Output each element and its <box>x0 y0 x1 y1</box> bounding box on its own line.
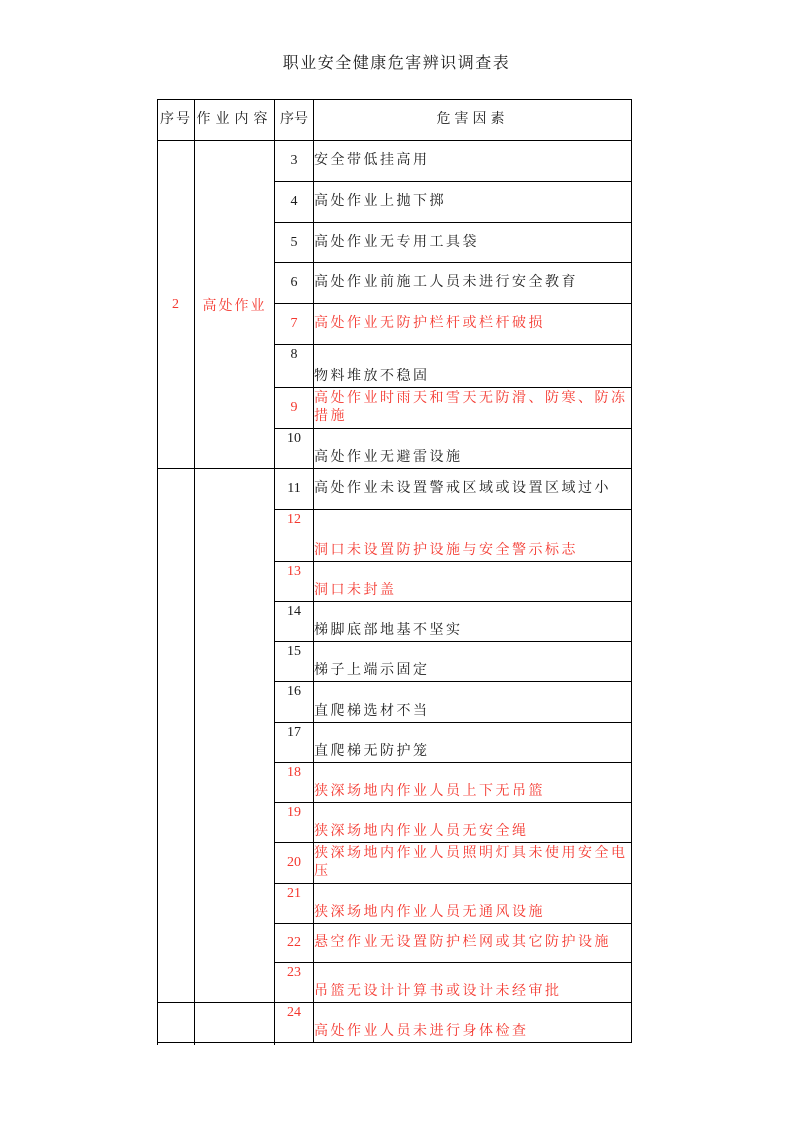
hazard-text-cell: 洞口未设置防护设施与安全警示标志 <box>314 510 632 562</box>
hazard-no-cell: 9 <box>275 388 314 429</box>
hazard-no-cell: 14 <box>275 602 314 642</box>
column-border-stub <box>157 1040 158 1045</box>
section-serial-cell: 2 <box>158 141 195 469</box>
hazard-text-cell: 物料堆放不稳固 <box>314 345 632 388</box>
header-hazard-column: 危害因素 <box>314 100 632 141</box>
table-row <box>158 1003 632 1043</box>
hazard-no-cell: 21 <box>275 884 314 924</box>
hazard-text-cell: 高处作业未设置警戒区域或设置区域过小 <box>314 469 632 510</box>
hazard-no-cell: 7 <box>275 304 314 345</box>
hazard-no-cell: 5 <box>275 223 314 263</box>
hazard-text-cell: 狭深场地内作业人员无通风设施 <box>314 884 632 924</box>
hazard-no-cell: 23 <box>275 963 314 1003</box>
column-border-stub <box>274 1040 275 1045</box>
table-row <box>158 141 632 182</box>
hazard-no-cell: 24 <box>275 1003 314 1043</box>
section-activity-cell <box>195 469 275 1003</box>
column-border-stub <box>194 1040 195 1045</box>
hazard-no-cell: 11 <box>275 469 314 510</box>
hazard-text-cell: 悬空作业无设置防护栏网或其它防护设施 <box>314 924 632 963</box>
hazard-no-cell: 12 <box>275 510 314 562</box>
hazard-text-cell: 高处作业前施工人员未进行安全教育 <box>314 263 632 304</box>
hazard-no-cell: 22 <box>275 924 314 963</box>
hazard-no-cell: 10 <box>275 429 314 469</box>
hazard-no-cell: 16 <box>275 682 314 723</box>
hazard-text-cell: 高处作业上抛下掷 <box>314 182 632 223</box>
hazard-no-cell: 13 <box>275 562 314 602</box>
header-activity-column: 作业内容 <box>195 100 275 141</box>
section-serial-cell <box>158 1003 195 1043</box>
section-page-break <box>158 1003 632 1043</box>
hazard-text-cell: 高处作业人员未进行身体检查 <box>314 1003 632 1043</box>
hazard-no-cell: 20 <box>275 843 314 884</box>
hazard-no-cell: 17 <box>275 723 314 763</box>
hazard-no-cell: 6 <box>275 263 314 304</box>
table-row <box>158 469 632 510</box>
hazard-text-cell: 梯脚底部地基不坚实 <box>314 602 632 642</box>
hazard-text-cell: 高处作业无避雷设施 <box>314 429 632 469</box>
hazard-text-cell: 狭深场地内作业人员无安全绳 <box>314 803 632 843</box>
section-activity-cell <box>195 1003 275 1043</box>
hazard-no-cell: 3 <box>275 141 314 182</box>
hazard-text-cell: 狭深场地内作业人员照明灯具未使用安全电压 <box>314 843 632 884</box>
header-serial-column: 序号 <box>158 100 195 141</box>
section-activity-cell: 高处作业 <box>195 141 275 469</box>
hazard-text-cell: 洞口未封盖 <box>314 562 632 602</box>
header-row <box>158 100 632 141</box>
hazard-text-cell: 高处作业时雨天和雪天无防滑、防寒、防冻措施 <box>314 388 632 429</box>
section-continuation <box>158 469 632 1003</box>
hazard-text-cell: 吊篮无设计计算书或设计未经审批 <box>314 963 632 1003</box>
hazard-text-cell: 直爬梯选材不当 <box>314 682 632 723</box>
hazard-text-cell: 直爬梯无防护笼 <box>314 723 632 763</box>
hazard-text-cell: 狭深场地内作业人员上下无吊篮 <box>314 763 632 803</box>
hazard-no-cell: 18 <box>275 763 314 803</box>
hazard-text-cell: 高处作业无专用工具袋 <box>314 223 632 263</box>
hazard-no-cell: 15 <box>275 642 314 682</box>
hazard-text-cell: 梯子上端示固定 <box>314 642 632 682</box>
hazard-survey-table <box>157 99 632 1043</box>
hazard-text-cell: 高处作业无防护栏杆或栏杆破损 <box>314 304 632 345</box>
section-high-altitude-work <box>158 141 632 469</box>
hazard-no-cell: 8 <box>275 345 314 388</box>
hazard-no-cell: 19 <box>275 803 314 843</box>
section-serial-cell <box>158 469 195 1003</box>
hazard-text-cell: 安全带低挂高用 <box>314 141 632 182</box>
header-sub-serial-column: 序号 <box>275 100 314 141</box>
page-title: 职业安全健康危害辨识调查表 <box>282 55 511 72</box>
hazard-no-cell: 4 <box>275 182 314 223</box>
